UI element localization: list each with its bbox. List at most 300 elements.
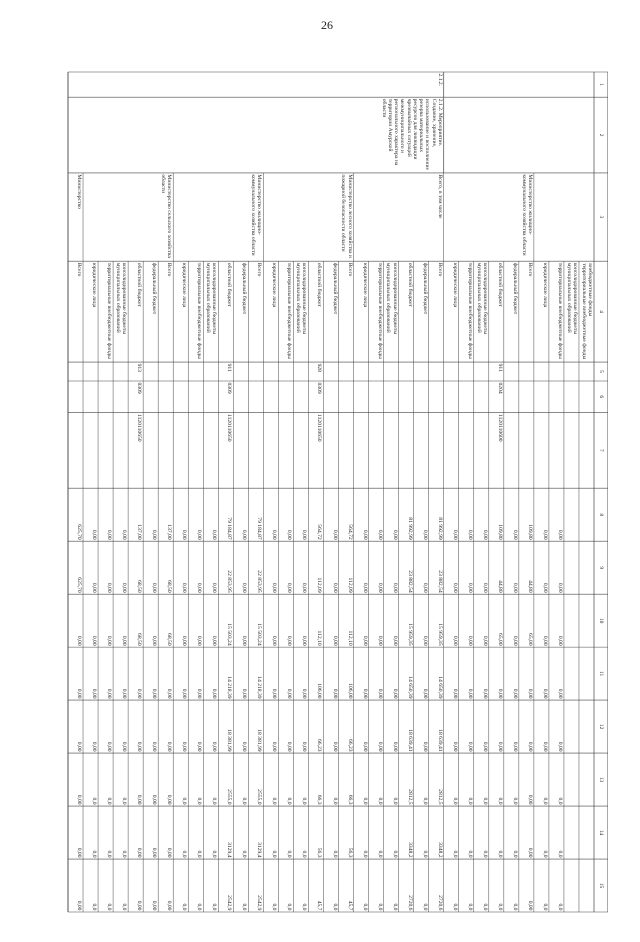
cell-source: федеральный бюджет <box>241 262 248 315</box>
cell-v10: 0,00 <box>451 635 458 646</box>
cell-source: юридические лица <box>271 262 278 308</box>
cell-grbs: 928 <box>316 363 323 372</box>
cell-v15: 45,7 <box>316 900 323 911</box>
cell-v13: 0,00 <box>76 794 83 805</box>
cell-v13: 0,0 <box>376 797 383 805</box>
cell-v11: 106,00 <box>346 683 353 699</box>
rotated-budget-table <box>48 42 608 942</box>
cell-source: федеральный бюджет <box>331 262 338 315</box>
cell-v9: 0,00 <box>271 582 278 593</box>
cell-source: Всего <box>436 262 443 277</box>
cell-v8: 109,80 <box>496 524 503 540</box>
cell-v12: 0,00 <box>106 741 113 752</box>
cell-v10: 68,50 <box>136 633 143 646</box>
cell-v9: 0,00 <box>196 582 203 593</box>
cell-v11: 14 650,39 <box>406 676 413 699</box>
cell-v11: 0,00 <box>361 688 368 699</box>
cell-v8: 81 992,99 <box>436 517 443 540</box>
cell-v9: 0,00 <box>511 582 518 593</box>
cell-v12: 0,00 <box>181 741 188 752</box>
cell-v10: 68,50 <box>166 633 173 646</box>
cell-source: Всего <box>526 262 533 277</box>
cell-v8: 0,00 <box>541 529 548 540</box>
cell-v8: 0,00 <box>121 529 128 540</box>
cell-v9: 0,00 <box>301 582 308 593</box>
cell-v12: 0,00 <box>511 741 518 752</box>
cell-v9: 23 882,54 <box>406 570 413 593</box>
cell-source: Всего <box>76 262 83 277</box>
cell-v9: 23 882,54 <box>436 570 443 593</box>
cell-v13: 0,0 <box>511 797 518 805</box>
cell-v9: 68,50 <box>136 580 143 593</box>
cell-v9: 22 853,95 <box>226 570 233 593</box>
cell-v9: 0,00 <box>91 582 98 593</box>
cell-v8: 0,00 <box>91 529 98 540</box>
cell-v12: 0,00 <box>556 741 563 752</box>
cell-source: федеральный бюджет <box>421 262 428 315</box>
cell-v8: 0,00 <box>301 529 308 540</box>
cell-v8: 0,00 <box>481 529 488 540</box>
cell-source: территориальные внебюджетные фонды <box>556 262 563 359</box>
cell-v9: 0,00 <box>121 582 128 593</box>
cell-v8: 564,72 <box>316 524 323 540</box>
cell-v12: 0,00 <box>361 741 368 752</box>
cell-v12: 0,00 <box>541 741 548 752</box>
continuation-text: внебюджетные фонды <box>587 263 593 317</box>
cell-v9: 0,00 <box>466 582 473 593</box>
cell-csr: 1120110650 <box>136 414 143 442</box>
cell-v10: 0,00 <box>271 635 278 646</box>
cell-v10: 0,00 <box>331 635 338 646</box>
cell-source: консолидированные бюджеты муниципальных образований <box>295 262 308 335</box>
cell-v9: 0,00 <box>421 582 428 593</box>
cell-v13: 0,0 <box>271 797 278 805</box>
cell-v14: 0,0 <box>496 850 503 858</box>
cell-v14: 0,0 <box>361 850 368 858</box>
cell-v11: 0,00 <box>271 688 278 699</box>
cell-v13: 2555,0 <box>226 789 233 805</box>
cell-v15: 0,0 <box>91 903 98 911</box>
cell-v13: 2555,0 <box>256 789 263 805</box>
cell-v13: 0,0 <box>541 797 548 805</box>
cell-v10: 0,00 <box>481 635 488 646</box>
cell-v14: 0,0 <box>556 850 563 858</box>
cell-v14: 0,0 <box>211 850 218 858</box>
cell-source: территориальные внебюджетные фонды <box>376 262 383 359</box>
cell-v15: 2542,9 <box>256 895 263 911</box>
cell-v9: 44,80 <box>496 580 503 593</box>
cell-v11: 106,00 <box>316 683 323 699</box>
cell-v8: 0,00 <box>451 529 458 540</box>
cell-v11: 0,00 <box>121 688 128 699</box>
cell-v9: 112,09 <box>346 577 353 593</box>
cell-v9: 0,00 <box>181 582 188 593</box>
cell-csr: 1120110650 <box>316 414 323 442</box>
cell-v14: 0,0 <box>466 850 473 858</box>
cell-source: консолидированные бюджеты муниципальных образований <box>114 262 128 335</box>
cell-v12: 0,00 <box>211 741 218 752</box>
cell-v13: 0,0 <box>421 797 428 805</box>
cell-source: областной бюджет <box>226 262 233 307</box>
cell-v13: 0,00 <box>151 794 158 805</box>
cell-v10: 0,00 <box>91 635 98 646</box>
cell-v12: 0,00 <box>496 741 503 752</box>
cell-v10: 0,00 <box>196 635 203 646</box>
cell-v13: 0,0 <box>451 797 458 805</box>
cell-v15: 0,0 <box>301 903 308 911</box>
cell-v10: 65,00 <box>496 633 503 646</box>
cell-v11: 0,00 <box>466 688 473 699</box>
cell-v11: 0,00 <box>151 688 158 699</box>
cell-v9: 0,00 <box>481 582 488 593</box>
cell-v8: 0,00 <box>361 529 368 540</box>
cell-v14: 0,0 <box>91 850 98 858</box>
cell-csr: 1120110650 <box>226 414 233 442</box>
cell-v13: 0,0 <box>196 797 203 805</box>
cell-v15: 0,0 <box>106 903 113 911</box>
cell-v11: 0,00 <box>136 688 143 699</box>
cell-v8: 0,00 <box>196 529 203 540</box>
cell-v15: 0,0 <box>376 903 383 911</box>
cell-executor: Министерство сельского хозяйства области <box>160 174 173 258</box>
cell-name: 2.1.2. Мероприятие. Создание, хранение, использование и восполнение резерва материальных ресурсов для ликвидации чрезвычайных ситуаций межмуниципального и регионального характера на территории Амурской области <box>380 98 443 171</box>
cell-v14: 0,0 <box>301 850 308 858</box>
cell-v10: 0,00 <box>76 635 83 646</box>
cell-v12: 0,00 <box>391 741 398 752</box>
cell-v10: 0,00 <box>286 635 293 646</box>
cell-v14: 3129,4 <box>226 842 233 858</box>
cell-v15: 45,7 <box>346 900 353 911</box>
cell-v14: 0,00 <box>136 847 143 858</box>
cell-v13: 0,0 <box>466 797 473 805</box>
cell-v11: 0,00 <box>511 688 518 699</box>
cell-v11: 14 218,39 <box>256 676 263 699</box>
cell-v13: 2812,5 <box>436 789 443 805</box>
cell-v10: 0,00 <box>556 635 563 646</box>
cell-rzpr: 0309 <box>136 382 143 394</box>
cell-csr: 1120110600 <box>496 414 503 442</box>
cell-v15: 0,00 <box>136 900 143 911</box>
cell-v11: 0,00 <box>181 688 188 699</box>
cell-v15: 0,0 <box>286 903 293 911</box>
cell-v10: 0,00 <box>151 635 158 646</box>
cell-v8: 109,80 <box>526 524 533 540</box>
cell-executor: Министерство лесного хозяйства и пожарной безопасности области <box>340 174 353 258</box>
cell-source: юридические лица <box>361 262 368 308</box>
cell-v13: 2812,5 <box>406 789 413 805</box>
cell-v15: 0,00 <box>166 900 173 911</box>
column-number-header: 2 <box>598 133 604 137</box>
cell-v9: 0,00 <box>541 582 548 593</box>
cell-v15: 0,00 <box>151 900 158 911</box>
page-number: 26 <box>321 18 333 32</box>
cell-v12: 18 381,99 <box>226 729 233 752</box>
cell-v11: 0,00 <box>496 688 503 699</box>
cell-v11: 14 650,39 <box>436 676 443 699</box>
column-number-header: 12 <box>598 723 604 730</box>
cell-source: территориальные внебюджетные фонды <box>286 262 293 359</box>
cell-v9: 112,09 <box>316 577 323 593</box>
cell-v8: 0,00 <box>556 529 563 540</box>
cell-v15: 0,00 <box>526 900 533 911</box>
cell-v14: 0,00 <box>151 847 158 858</box>
cell-v8: 137,00 <box>166 524 173 540</box>
cell-rzpr: 0204 <box>496 382 503 394</box>
cell-v14: 0,0 <box>481 850 488 858</box>
cell-v12: 0,00 <box>121 741 128 752</box>
cell-source: Всего <box>166 262 173 277</box>
cell-source: областной бюджет <box>136 262 143 307</box>
cell-v14: 0,0 <box>541 850 548 858</box>
cell-v11: 0,00 <box>211 688 218 699</box>
cell-executor: Министерство жилищно-коммунального хозяйства области <box>520 174 533 256</box>
cell-v8: 79 184,87 <box>226 517 233 540</box>
cell-v8: 0,00 <box>211 529 218 540</box>
cell-v15: 2720,6 <box>406 895 413 911</box>
cell-v12: 66,23 <box>346 738 353 752</box>
cell-v14: 0,0 <box>286 850 293 858</box>
cell-v10: 0,00 <box>511 635 518 646</box>
cell-v13: 0,0 <box>121 797 128 805</box>
cell-source: территориальные внебюджетные фонды <box>106 262 113 359</box>
cell-v13: 0,00 <box>136 794 143 805</box>
cell-v11: 0,00 <box>376 688 383 699</box>
cell-v13: 0,0 <box>91 797 98 805</box>
cell-v15: 0,0 <box>271 903 278 911</box>
cell-v10: 0,00 <box>241 635 248 646</box>
cell-v14: 3348,2 <box>436 842 443 858</box>
column-number-header: 7 <box>598 449 604 452</box>
cell-v10: 0,00 <box>421 635 428 646</box>
cell-rzpr: 0309 <box>316 382 323 394</box>
cell-v13: 0,0 <box>211 797 218 805</box>
cell-v14: 0,0 <box>391 850 398 858</box>
cell-v13: 0,0 <box>481 797 488 805</box>
cell-v12: 0,00 <box>526 741 533 752</box>
cell-v15: 0,0 <box>541 903 548 911</box>
cell-source: федеральный бюджет <box>511 262 518 315</box>
cell-v14: 0,0 <box>376 850 383 858</box>
cell-v14: 56,3 <box>316 847 323 858</box>
column-number-header: 5 <box>598 370 604 373</box>
cell-v13: 0,0 <box>286 797 293 805</box>
cell-v9: 22 853,95 <box>256 570 263 593</box>
cell-v11: 0,00 <box>421 688 428 699</box>
cell-v15: 0,0 <box>241 903 248 911</box>
cell-v12: 0,00 <box>331 741 338 752</box>
cell-v13: 66,3 <box>316 794 323 805</box>
cell-v14: 0,0 <box>121 850 128 858</box>
cell-v11: 14 218,39 <box>226 676 233 699</box>
cell-v14: 0,0 <box>271 850 278 858</box>
cell-v14: 0,0 <box>331 850 338 858</box>
cell-v14: 0,0 <box>421 850 428 858</box>
cell-source: консолидированные бюджеты муниципальных образований <box>565 262 578 335</box>
cell-v9: 0,00 <box>376 582 383 593</box>
cell-v12: 0,00 <box>286 741 293 752</box>
cell-v12: 0,00 <box>451 741 458 752</box>
cell-v9: 0,00 <box>286 582 293 593</box>
cell-v14: 3348,2 <box>406 842 413 858</box>
cell-v15: 0,0 <box>511 903 518 911</box>
cell-v11: 0,00 <box>106 688 113 699</box>
column-number-header: 9 <box>598 566 604 570</box>
cell-v9: 0,00 <box>391 582 398 593</box>
column-number-header: 15 <box>598 882 604 889</box>
column-number-header: 13 <box>598 776 604 783</box>
cell-v8: 0,00 <box>511 529 518 540</box>
cell-rzpr: 0309 <box>226 382 233 394</box>
cell-v15: 0,0 <box>196 903 203 911</box>
cell-v14: 0,00 <box>526 847 533 858</box>
cell-v13: 0,0 <box>331 797 338 805</box>
cell-v9: 0,00 <box>241 582 248 593</box>
cell-grbs: 911 <box>226 363 233 372</box>
cell-v10: 0,00 <box>211 635 218 646</box>
cell-v15: 0,0 <box>481 903 488 911</box>
cell-v8: 0,00 <box>106 529 113 540</box>
cell-source: территориальные внебюджетные фонды <box>466 262 473 359</box>
cell-v14: 0,0 <box>106 850 113 858</box>
cell-v13: 0,0 <box>106 797 113 805</box>
cell-v9: 625,70 <box>76 577 83 593</box>
cell-v15: 0,0 <box>421 903 428 911</box>
cell-v14: 56,3 <box>346 847 353 858</box>
column-number-header: 14 <box>598 829 604 836</box>
cell-v15: 0,00 <box>76 900 83 911</box>
cell-source: Всего <box>346 262 353 277</box>
cell-v12: 0,00 <box>421 741 428 752</box>
cell-v15: 0,0 <box>466 903 473 911</box>
cell-source: юридические лица <box>91 262 98 308</box>
column-number-header: 11 <box>598 671 604 677</box>
cell-v8: 79 184,87 <box>256 517 263 540</box>
cell-v9: 0,00 <box>361 582 368 593</box>
cell-v11: 0,00 <box>286 688 293 699</box>
cell-v14: 0,0 <box>241 850 248 858</box>
cell-v13: 0,0 <box>241 797 248 805</box>
cell-v15: 0,0 <box>211 903 218 911</box>
cell-v11: 0,00 <box>196 688 203 699</box>
cell-v10: 112,10 <box>316 630 323 646</box>
cell-v11: 0,00 <box>166 688 173 699</box>
cell-v12: 0,00 <box>196 741 203 752</box>
cell-source: областной бюджет <box>496 262 503 307</box>
cell-source: консолидированные бюджеты муниципальных образований <box>385 262 398 335</box>
cell-v12: 66,23 <box>316 738 323 752</box>
cell-v10: 0,00 <box>301 635 308 646</box>
cell-v9: 0,00 <box>211 582 218 593</box>
cell-v8: 0,00 <box>391 529 398 540</box>
cell-v9: 0,00 <box>451 582 458 593</box>
cell-v15: 0,0 <box>121 903 128 911</box>
cell-v10: 0,00 <box>391 635 398 646</box>
cell-v14: 3129,4 <box>256 842 263 858</box>
cell-v13: 0,00 <box>526 794 533 805</box>
cell-v8: 81 992,99 <box>406 517 413 540</box>
cell-v9: 68,50 <box>166 580 173 593</box>
cell-source: областной бюджет <box>316 262 323 307</box>
cell-v10: 15 503,24 <box>226 623 233 646</box>
cell-source: областной бюджет <box>406 262 413 307</box>
cell-v14: 0,00 <box>166 847 173 858</box>
cell-v13: 0,0 <box>181 797 188 805</box>
cell-v15: 2542,9 <box>226 895 233 911</box>
cell-v8: 0,00 <box>286 529 293 540</box>
cell-v14: 0,0 <box>196 850 203 858</box>
cell-v10: 0,00 <box>361 635 368 646</box>
cell-source: федеральный бюджет <box>151 262 158 315</box>
cell-v12: 0,00 <box>241 741 248 752</box>
column-number-header: 6 <box>598 395 604 399</box>
cell-executor: Министерство жилищно-коммунального хозяйства области <box>250 174 263 256</box>
cell-v8: 0,00 <box>376 529 383 540</box>
cell-v13: 0,0 <box>361 797 368 805</box>
cell-v10: 0,00 <box>106 635 113 646</box>
cell-v15: 0,0 <box>451 903 458 911</box>
column-number-header: 10 <box>598 617 604 624</box>
continuation-text: территориальные внебюджетные фонды <box>581 263 587 360</box>
cell-v11: 0,00 <box>391 688 398 699</box>
cell-grbs: 913 <box>136 363 143 372</box>
cell-v13: 0,00 <box>166 794 173 805</box>
cell-v12: 0,00 <box>466 741 473 752</box>
cell-v11: 0,00 <box>76 688 83 699</box>
cell-source: территориальные внебюджетные фонды <box>196 262 203 359</box>
cell-v11: 0,00 <box>541 688 548 699</box>
cell-grbs: 911 <box>496 363 503 372</box>
cell-v15: 0,0 <box>391 903 398 911</box>
cell-v12: 18 639,41 <box>406 729 413 752</box>
cell-v8: 0,00 <box>151 529 158 540</box>
cell-v8: 0,00 <box>181 529 188 540</box>
cell-v10: 0,00 <box>181 635 188 646</box>
cell-v13: 0,0 <box>301 797 308 805</box>
cell-v12: 18 381,99 <box>256 729 263 752</box>
cell-v10: 0,00 <box>376 635 383 646</box>
cell-source: юридические лица <box>541 262 548 308</box>
cell-v13: 66,3 <box>346 794 353 805</box>
cell-v11: 0,00 <box>481 688 488 699</box>
cell-v14: 0,00 <box>76 847 83 858</box>
cell-v12: 0,00 <box>91 741 98 752</box>
cell-v11: 0,00 <box>556 688 563 699</box>
column-number-header: 4 <box>598 310 604 313</box>
cell-v12: 0,00 <box>481 741 488 752</box>
cell-code: 2.1.2. <box>436 73 443 87</box>
cell-v14: 0,0 <box>451 850 458 858</box>
cell-v10: 65,00 <box>526 633 533 646</box>
cell-v12: 0,00 <box>166 741 173 752</box>
cell-v8: 0,00 <box>421 529 428 540</box>
cell-v12: 0,00 <box>271 741 278 752</box>
cell-v15: 0,0 <box>361 903 368 911</box>
cell-v9: 0,00 <box>106 582 113 593</box>
cell-executor: Министерство <box>76 174 83 209</box>
cell-v12: 18 639,41 <box>436 729 443 752</box>
cell-v9: 0,00 <box>556 582 563 593</box>
cell-v15: 0,0 <box>496 903 503 911</box>
cell-v12: 0,00 <box>301 741 308 752</box>
cell-v14: 0,0 <box>511 850 518 858</box>
cell-v8: 564,72 <box>346 524 353 540</box>
column-number-header: 1 <box>598 83 604 86</box>
cell-v10: 0,00 <box>121 635 128 646</box>
cell-v8: 0,00 <box>241 529 248 540</box>
cell-v9: 0,00 <box>151 582 158 593</box>
cell-source: консолидированные бюджеты муниципальных образований <box>205 262 218 335</box>
cell-v13: 0,0 <box>391 797 398 805</box>
